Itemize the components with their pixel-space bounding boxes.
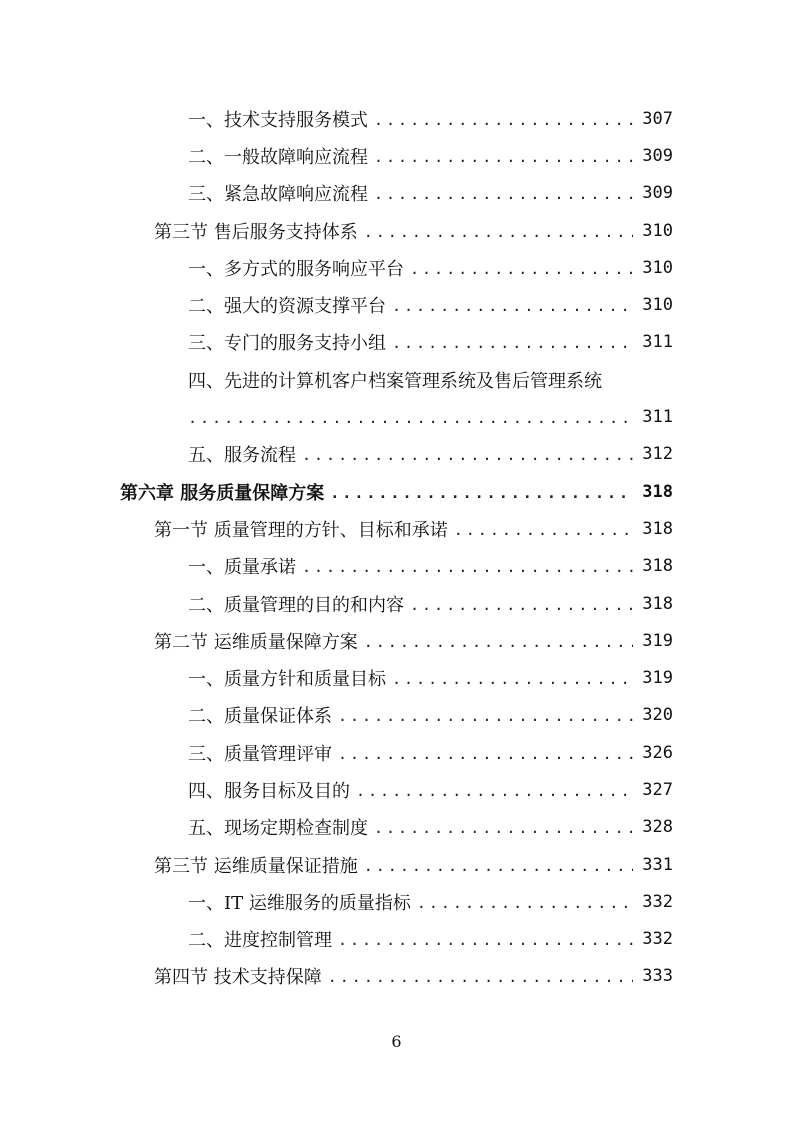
toc-entry[interactable] <box>0 883 793 920</box>
toc-section-entry[interactable] <box>0 958 793 995</box>
toc-entry[interactable] <box>0 548 793 585</box>
dot-leader <box>364 223 633 241</box>
toc-entry-title: 三、紧急故障响应流程 <box>188 184 368 206</box>
toc-entry[interactable] <box>0 175 793 212</box>
toc-entry-title: 二、质量管理的目的和内容 <box>188 594 404 616</box>
dot-leader <box>338 745 633 763</box>
toc-entry-title: 三、专门的服务支持小组 <box>188 333 386 355</box>
toc-entry[interactable] <box>0 436 793 473</box>
toc-entry-page: 309 <box>642 145 673 166</box>
dot-leader <box>338 707 633 725</box>
toc-entry-page: 309 <box>642 183 673 204</box>
toc-entry-title: 第三节 售后服务支持体系 <box>154 221 358 243</box>
dot-leader <box>302 558 633 576</box>
toc-entry-title: 四、先进的计算机客户档案管理系统及售后管理系统 <box>188 370 602 392</box>
toc-entry[interactable] <box>0 771 793 808</box>
dot-leader <box>302 446 633 464</box>
dot-leader <box>338 931 633 949</box>
toc-entry-page: 318 <box>642 593 673 614</box>
dot-leader <box>454 521 633 539</box>
toc-entry-page: 318 <box>642 481 673 502</box>
toc-entry-page: 311 <box>642 407 673 428</box>
toc-section-entry[interactable] <box>0 622 793 659</box>
dot-leader <box>392 670 633 688</box>
dot-leader <box>392 334 633 352</box>
toc-entry-title: 二、强大的资源支撑平台 <box>188 296 386 318</box>
toc-entry-title: 二、质量保证体系 <box>188 706 332 728</box>
toc-entry[interactable] <box>0 137 793 174</box>
toc-entry-title: 第三节 运维质量保证措施 <box>154 855 358 877</box>
toc-entry-title: 五、现场定期检查制度 <box>188 818 368 840</box>
toc-entry[interactable] <box>0 286 793 323</box>
toc-entry-page: 332 <box>642 891 673 912</box>
toc-entry-page: 311 <box>642 332 673 353</box>
toc-entry-page: 310 <box>642 295 673 316</box>
toc-section-entry[interactable] <box>0 510 793 547</box>
toc-entry[interactable] <box>0 734 793 771</box>
toc-entry-page: 310 <box>642 257 673 278</box>
toc-entry-wrapped-leader[interactable] <box>0 398 793 435</box>
toc-entry-title: 一、IT 运维服务的质量指标 <box>188 892 411 914</box>
toc-entry[interactable] <box>0 809 793 846</box>
toc-entry[interactable] <box>0 100 793 137</box>
toc-entry[interactable] <box>0 697 793 734</box>
toc-entry-title: 第一节 质量管理的方针、目标和承诺 <box>154 519 448 541</box>
toc-entry[interactable] <box>0 585 793 622</box>
toc-section-entry[interactable] <box>0 846 793 883</box>
toc-entry-title: 一、质量承诺 <box>188 557 296 579</box>
dot-leader <box>356 782 633 800</box>
dot-leader <box>410 260 633 278</box>
toc-entry-page: 333 <box>642 966 673 987</box>
dot-leader <box>328 968 633 986</box>
toc-entry[interactable] <box>0 249 793 286</box>
dot-leader <box>374 819 633 837</box>
toc-entry-page: 319 <box>642 630 673 651</box>
toc-entry-page: 318 <box>642 556 673 577</box>
dot-leader <box>364 633 633 651</box>
dot-leader <box>392 297 633 315</box>
toc-entry-page: 307 <box>642 108 673 129</box>
toc-chapter-entry[interactable] <box>0 473 793 510</box>
toc-entry-title: 一、多方式的服务响应平台 <box>188 258 404 280</box>
dot-leader <box>188 409 633 427</box>
toc-entry-page: 310 <box>642 220 673 241</box>
table-of-contents <box>0 100 793 995</box>
toc-entry-page: 318 <box>642 518 673 539</box>
dot-leader <box>374 148 633 166</box>
dot-leader <box>330 484 633 502</box>
toc-entry-page: 326 <box>642 742 673 763</box>
toc-entry-page: 319 <box>642 668 673 689</box>
dot-leader <box>410 596 633 614</box>
toc-entry-page: 312 <box>642 444 673 465</box>
dot-leader <box>364 857 633 875</box>
toc-entry-title: 第六章 服务质量保障方案 <box>120 482 325 504</box>
toc-entry-title: 五、服务流程 <box>188 445 296 467</box>
toc-entry-title: 四、服务目标及目的 <box>188 780 350 802</box>
toc-entry-title: 第二节 运维质量保障方案 <box>154 631 358 653</box>
toc-entry-page: 320 <box>642 705 673 726</box>
toc-section-entry[interactable] <box>0 212 793 249</box>
dot-leader <box>374 185 633 203</box>
toc-entry-title: 一、质量方针和质量目标 <box>188 669 386 691</box>
toc-entry[interactable] <box>0 659 793 696</box>
page-number: 6 <box>391 1032 402 1051</box>
toc-entry-page: 332 <box>642 929 673 950</box>
toc-entry-title: 二、一般故障响应流程 <box>188 146 368 168</box>
toc-entry-page: 328 <box>642 817 673 838</box>
dot-leader <box>374 111 633 129</box>
toc-entry-wrapped-title[interactable] <box>0 361 793 398</box>
toc-entry-title: 一、技术支持服务模式 <box>188 109 368 131</box>
toc-entry[interactable] <box>0 324 793 361</box>
toc-entry-page: 327 <box>642 779 673 800</box>
toc-entry-title: 第四节 技术支持保障 <box>154 967 322 989</box>
toc-entry-title: 二、进度控制管理 <box>188 930 332 952</box>
dot-leader <box>417 894 633 912</box>
toc-entry[interactable] <box>0 921 793 958</box>
toc-entry-page: 331 <box>642 854 673 875</box>
toc-entry-title: 三、质量管理评审 <box>188 743 332 765</box>
